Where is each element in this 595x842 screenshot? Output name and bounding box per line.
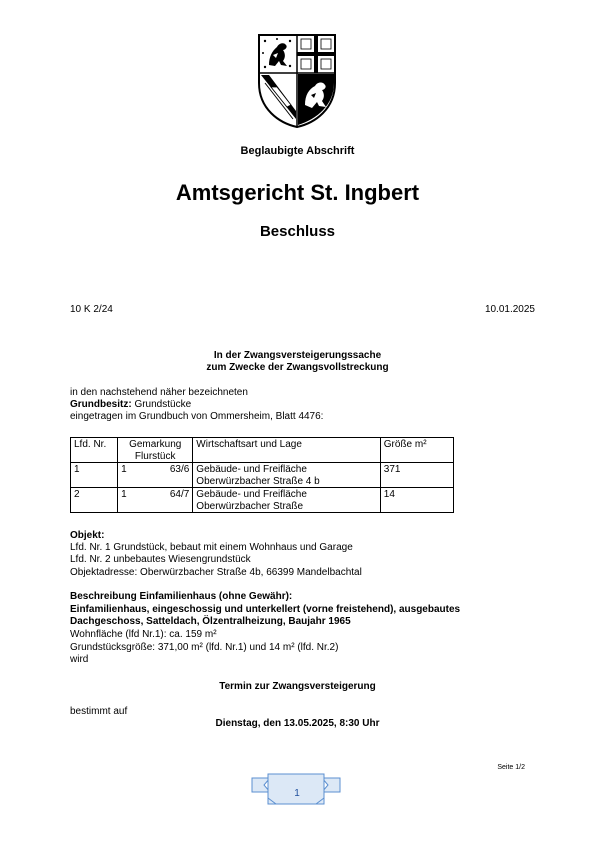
beschreibung-bold-line-2: Dachgeschoss, Satteldach, Ölzentralheizung, Baujahr 1965: [70, 616, 351, 627]
table-row: [71, 463, 454, 488]
cell-art-line-2: Oberwürzbacher Straße 4 b: [196, 475, 320, 487]
objekt-heading: Objekt:: [70, 530, 105, 541]
cell-art-line-1: Gebäude- und Freifläche: [196, 489, 307, 500]
beschreibung-bold-line-1: Einfamilienhaus, eingeschossig und unterkellert (vorne freistehend), ausgebautes: [70, 604, 461, 615]
cell-size: 14: [380, 488, 453, 513]
beschreibung-line-1: Wohnfläche (lfd Nr.1): ca. 159 m²: [70, 629, 217, 640]
certified-copy-label: Beglaubigte Abschrift: [240, 145, 355, 157]
document-date: 10.01.2025: [484, 304, 535, 315]
cell-size: 371: [380, 463, 453, 488]
court-title: Amtsgericht St. Ingbert: [175, 180, 420, 205]
property-value: Grundstücke: [131, 399, 192, 410]
cell-flur: 63/6: [169, 464, 190, 475]
objekt-line-2: Lfd. Nr. 2 unbebautes Wiesengrundstück: [70, 554, 251, 565]
termin-prefix: bestimmt auf: [70, 706, 128, 717]
page-of-label: Seite 1/2: [497, 764, 525, 771]
property-line-3: eingetragen im Grundbuch von Ommersheim, Blatt 4476:: [70, 411, 324, 422]
property-line-1: in den nachstehend näher bezeichneten: [70, 387, 248, 398]
cell-art-line-1: Gebäude- und Freifläche: [196, 464, 307, 475]
cell-art-line-2: Oberwürzbacher Straße: [196, 500, 304, 512]
property-line-2: [70, 399, 191, 411]
page-number: 1: [294, 788, 300, 799]
cell-gem: 1: [121, 464, 127, 475]
cell-wirtschaftsart: [193, 488, 380, 513]
beschreibung-heading: Beschreibung Einfamilienhaus (ohne Gewähr):: [70, 591, 293, 602]
cell-flur: 64/7: [169, 489, 190, 500]
cell-wirtschaftsart: [193, 463, 380, 488]
header-lfd-nr: Lfd. Nr.: [71, 438, 118, 463]
cell-lfd: 1: [71, 463, 118, 488]
header-wirtschaftsart: Wirtschaftsart und Lage: [193, 438, 380, 463]
file-number: 10 K 2/24: [70, 304, 113, 315]
document-type: Beschluss: [259, 223, 336, 240]
header-gemarkung-label: Gemarkung: [129, 439, 182, 450]
header-flurstueck-label: Flurstück: [134, 450, 176, 462]
beschreibung-line-2: Grundstücksgröße: 371,00 m² (lfd. Nr.1) und 14 m² (lfd. Nr.2): [70, 642, 339, 653]
cell-gemarkung: [118, 488, 193, 513]
table-header-row: [71, 438, 454, 463]
objekt-line-3: Objektadresse: Oberwürzbacher Straße 4b, 66399 Mandelbachtal: [70, 567, 362, 578]
termin-heading: Termin zur Zwangsversteigerung: [219, 681, 376, 692]
table-row: [71, 488, 454, 513]
property-label: Grundbesitz:: [70, 399, 132, 410]
beschreibung-line-3: wird: [70, 654, 89, 665]
intro-line-2: zum Zwecke der Zwangsvollstreckung: [206, 362, 389, 373]
termin-date: Dienstag, den 13.05.2025, 8:30 Uhr: [215, 718, 380, 729]
coat-of-arms-logo: [257, 33, 337, 129]
intro-line-1: In der Zwangsversteigerungssache: [213, 350, 382, 361]
cell-lfd: 2: [71, 488, 118, 513]
property-table: [70, 437, 454, 513]
header-groesse: Größe m²: [380, 438, 453, 463]
header-gemarkung: [118, 438, 193, 463]
cell-gem: 1: [121, 489, 127, 500]
objekt-line-1: Lfd. Nr. 1 Grundstück, bebaut mit einem Wohnhaus und Garage: [70, 542, 353, 553]
cell-gemarkung: [118, 463, 193, 488]
